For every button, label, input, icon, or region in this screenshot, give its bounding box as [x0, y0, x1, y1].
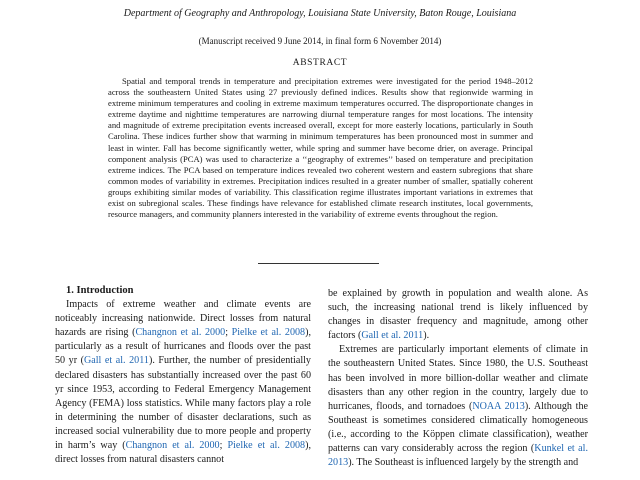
- text-span: ). Further, the number of presidentially declared disasters has substantially increased over the past 60 yr since 1953, according to Federal Emergency Management Agency (FEMA) loss statistics. While many factors play a role in determining the number of disaster declarations, such as increased social vulnerability due to more people and property in harm’s way (: [55, 355, 311, 452]
- citation-link[interactable]: Pielke et al. 2008: [227, 440, 306, 452]
- intro-paragraph-1: [55, 298, 311, 467]
- text-span: ).: [423, 330, 430, 342]
- text-span: Impacts of extreme weather and climate events are noticeably increasing nationwide. Direct losses from natural hazards are rising (: [55, 299, 311, 339]
- text-span: ), particularly as a result of hurricanes and floods over the past 50 yr (: [55, 327, 311, 367]
- text-span: ;: [225, 327, 232, 339]
- author-affiliation: Department of Geography and Anthropology, Louisiana State University, Baton Rouge, Louisiana: [123, 8, 517, 19]
- abstract-heading: ABSTRACT: [292, 58, 348, 68]
- citation-link[interactable]: Kunkel et al. 2013: [328, 443, 588, 469]
- abstract-text: Spatial and temporal trends in temperature and precipitation extremes were investigated for the period 1948–2012 across the southeastern United States using 27 previously defined indices. Results show that regionwide warming in extreme minimum temperatures and cooling in extreme maximum temperatures occurred. The disproportionate changes in extreme daytime and nighttime temperatures are narrowing diurnal temperature ranges for most locations. The intensity and magnitude of extreme precipitation events increased overall, except for more easterly locations, particularly in South Carolina. These indices further show that warming in minimum temperatures has been pronounced most in summer and least in winter. Fall has become significantly wetter, while spring and summer have become drier, on average. Principal component analysis (PCA) was used to characterize a ‘‘geography of extremes’’ based on temperature and precipitation extreme indices. The PCA based on temperature indices revealed two coherent western and eastern subregions that share common modes of variability in extremes. Precipitation indices resulted in a greater number of smaller, spatially coherent groups exhibiting similar modes of variability. This classification regime illustrates important variations in extremes that exist on subregional scales. These findings have relevance for established climate research institutes, local governments, resource managers, and community planners interested in the variability of extreme events throughout the region.: [108, 76, 533, 220]
- text-span: ;: [219, 440, 228, 452]
- left-column: [55, 284, 311, 467]
- citation-link[interactable]: Gall et al. 2011: [361, 330, 424, 342]
- manuscript-dates: (Manuscript received 9 June 2014, in final form 6 November 2014): [198, 36, 442, 46]
- right-column: [328, 287, 588, 470]
- intro-paragraph-1-continued: [328, 287, 588, 343]
- intro-paragraph-2: [328, 343, 588, 470]
- citation-link[interactable]: Changnon et al. 2000: [135, 327, 226, 339]
- section-divider: [258, 263, 379, 264]
- text-span: ), direct losses from natural disasters cannot: [55, 440, 311, 466]
- citation-link[interactable]: Changnon et al. 2000: [125, 440, 220, 452]
- citation-link[interactable]: Gall et al. 2011: [83, 355, 149, 367]
- citation-link[interactable]: NOAA 2013: [472, 400, 525, 412]
- text-span: Extremes are particularly important elements of climate in the southeastern United States. Since 1980, the U.S. Southeast has been involved in more billion-dollar weather and climate disasters than any other region in the country, largely due to hurricanes, floods, and tornadoes (: [328, 344, 588, 412]
- section-heading-introduction: 1. Introduction: [66, 285, 134, 296]
- text-span: ). The Southeast is influenced largely by the strength and: [348, 457, 579, 469]
- text-span: be explained by growth in population and wealth alone. As such, the increasing national trend is likely influenced by changes in disaster frequency and magnitude, among other factors (: [328, 288, 588, 342]
- citation-link[interactable]: Pielke et al. 2008: [231, 327, 306, 339]
- text-span: ). Although the Southeast is sometimes considered climatically homogeneous (i.e., according to the Köppen climate classification), weather patterns can vary considerably across the region (: [328, 400, 589, 455]
